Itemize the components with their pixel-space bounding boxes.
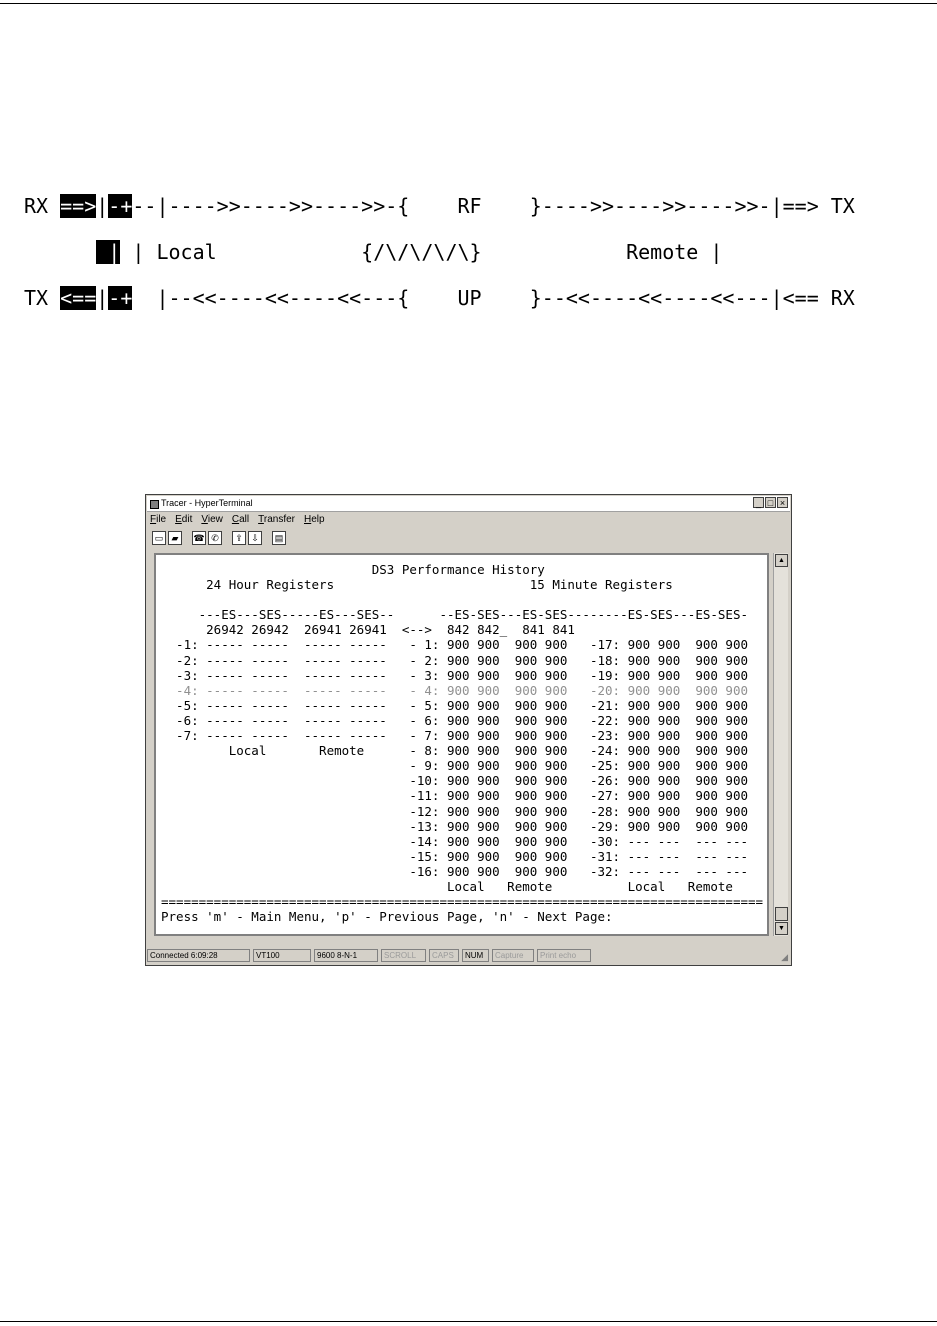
send-file-icon[interactable]: ⇪: [232, 531, 246, 545]
scroll-up-icon[interactable]: ▲: [775, 554, 788, 567]
loopback-diagram: [24, 172, 855, 333]
diagram-line-rx-tx: RX ==>|-+--|---->>---->>---->>-{ RF }---->>---->>---->>-|==> TX: [24, 194, 855, 218]
table-row: -6: ----- ----- ----- ----- - 6: 900 900 900 900 -22: 900 900 900 900: [161, 712, 748, 728]
table-row: -15: 900 900 900 900 -31: --- --- --- ---: [161, 848, 748, 864]
menu-edit[interactable]: Edit: [175, 514, 193, 525]
window-title: Tracer - HyperTerminal: [161, 498, 253, 508]
table-row: -13: 900 900 900 900 -29: 900 900 900 900: [161, 818, 748, 834]
receive-file-icon[interactable]: ⇩: [248, 531, 262, 545]
menu-help[interactable]: Help: [304, 514, 325, 525]
current-values-row: 26942 26942 26941 26941 <--> 842 842_ 841 841: [161, 622, 575, 638]
page-top-rule: [0, 3, 937, 4]
status-scroll: SCROLL: [381, 949, 426, 962]
close-button[interactable]: ×: [777, 497, 788, 508]
menu-view[interactable]: View: [201, 514, 223, 525]
table-row: -11: 900 900 900 900 -27: 900 900 900 900: [161, 788, 748, 804]
page-bottom-rule: [0, 1321, 937, 1322]
vertical-scrollbar[interactable]: [773, 553, 788, 936]
status-num: NUM: [462, 949, 489, 962]
status-port: 9600 8-N-1: [314, 949, 378, 962]
column-footer-labels: Local Remote Local Remote: [161, 878, 733, 894]
title-bar[interactable]: [147, 496, 790, 512]
menu-bar: [150, 512, 325, 527]
disconnect-icon[interactable]: ✆: [208, 531, 222, 545]
table-row: -4: ----- ----- ----- ----- - 4: 900 900 900 900 -20: 900 900 900 900: [161, 682, 748, 698]
connect-phone-icon[interactable]: ☎: [193, 533, 205, 543]
table-row: Local Remote - 8: 900 900 900 900 -24: 900 900 900 900: [161, 743, 748, 759]
resize-grip-icon[interactable]: ◢: [781, 952, 788, 962]
menu-transfer[interactable]: Transfer: [258, 514, 295, 525]
toolbar: [152, 531, 286, 549]
minimize-button[interactable]: _: [753, 497, 764, 508]
maximize-button[interactable]: □: [765, 497, 776, 508]
terminal-text: [161, 562, 763, 924]
diagram-line-middle: | | Local {/\/\/\/\} Remote |: [96, 240, 723, 264]
scroll-thumb[interactable]: [775, 907, 788, 921]
properties-icon[interactable]: ▤: [272, 531, 286, 545]
menu-file[interactable]: File: [150, 514, 167, 525]
table-row: -16: 900 900 900 900 -32: --- --- --- ---: [161, 863, 748, 879]
table-row: -1: ----- ----- ----- ----- - 1: 900 900 900 900 -17: 900 900 900 900: [161, 637, 748, 653]
status-bar: [147, 949, 790, 963]
table-row: -14: 900 900 900 900 -30: --- --- --- ---: [161, 833, 748, 849]
scroll-down-icon[interactable]: ▼: [775, 922, 788, 935]
status-emulation: VT100: [253, 949, 311, 962]
screen-subtitles: 24 Hour Registers 15 Minute Registers: [161, 577, 673, 593]
window-controls: [753, 497, 788, 508]
status-connected: Connected 6:09:28: [147, 949, 250, 962]
hyperterminal-window: [145, 494, 792, 966]
table-row: - 9: 900 900 900 900 -25: 900 900 900 900: [161, 758, 748, 774]
status-capture: Capture: [492, 949, 534, 962]
new-connection-icon[interactable]: ▭: [152, 531, 166, 545]
separator-line: ================================================================================: [161, 894, 764, 910]
table-row: -3: ----- ----- ----- ----- - 3: 900 900 900 900 -19: 900 900 900 900: [161, 667, 748, 683]
table-row: -2: ----- ----- ----- ----- - 2: 900 900 900 900 -18: 900 900 900 900: [161, 652, 748, 668]
screen-title: DS3 Performance History: [161, 562, 545, 577]
table-row: -5: ----- ----- ----- ----- - 5: 900 900 900 900 -21: 900 900 900 900: [161, 697, 748, 713]
diagram-line-tx-rx: TX <==|-+ |--<<----<<----<<---{ UP }--<<----<<----<<---|<== RX: [24, 286, 855, 310]
status-print-echo: Print echo: [537, 949, 591, 962]
status-caps: CAPS: [429, 949, 459, 962]
terminal-screen[interactable]: [154, 553, 769, 936]
column-headers: ---ES---SES-----ES---SES-- --ES-SES---ES-SES--------ES-SES---ES-SES-: [161, 607, 748, 623]
menu-call[interactable]: Call: [231, 514, 250, 525]
table-row: -10: 900 900 900 900 -26: 900 900 900 900: [161, 773, 748, 789]
table-row: -7: ----- ----- ----- ----- - 7: 900 900 900 900 -23: 900 900 900 900: [161, 728, 748, 744]
command-prompt: Press 'm' - Main Menu, 'p' - Previous Page, 'n' - Next Page:: [161, 909, 613, 925]
open-folder-icon[interactable]: ▰: [168, 531, 182, 545]
app-icon: [150, 500, 159, 509]
table-row: -12: 900 900 900 900 -28: 900 900 900 900: [161, 803, 748, 819]
